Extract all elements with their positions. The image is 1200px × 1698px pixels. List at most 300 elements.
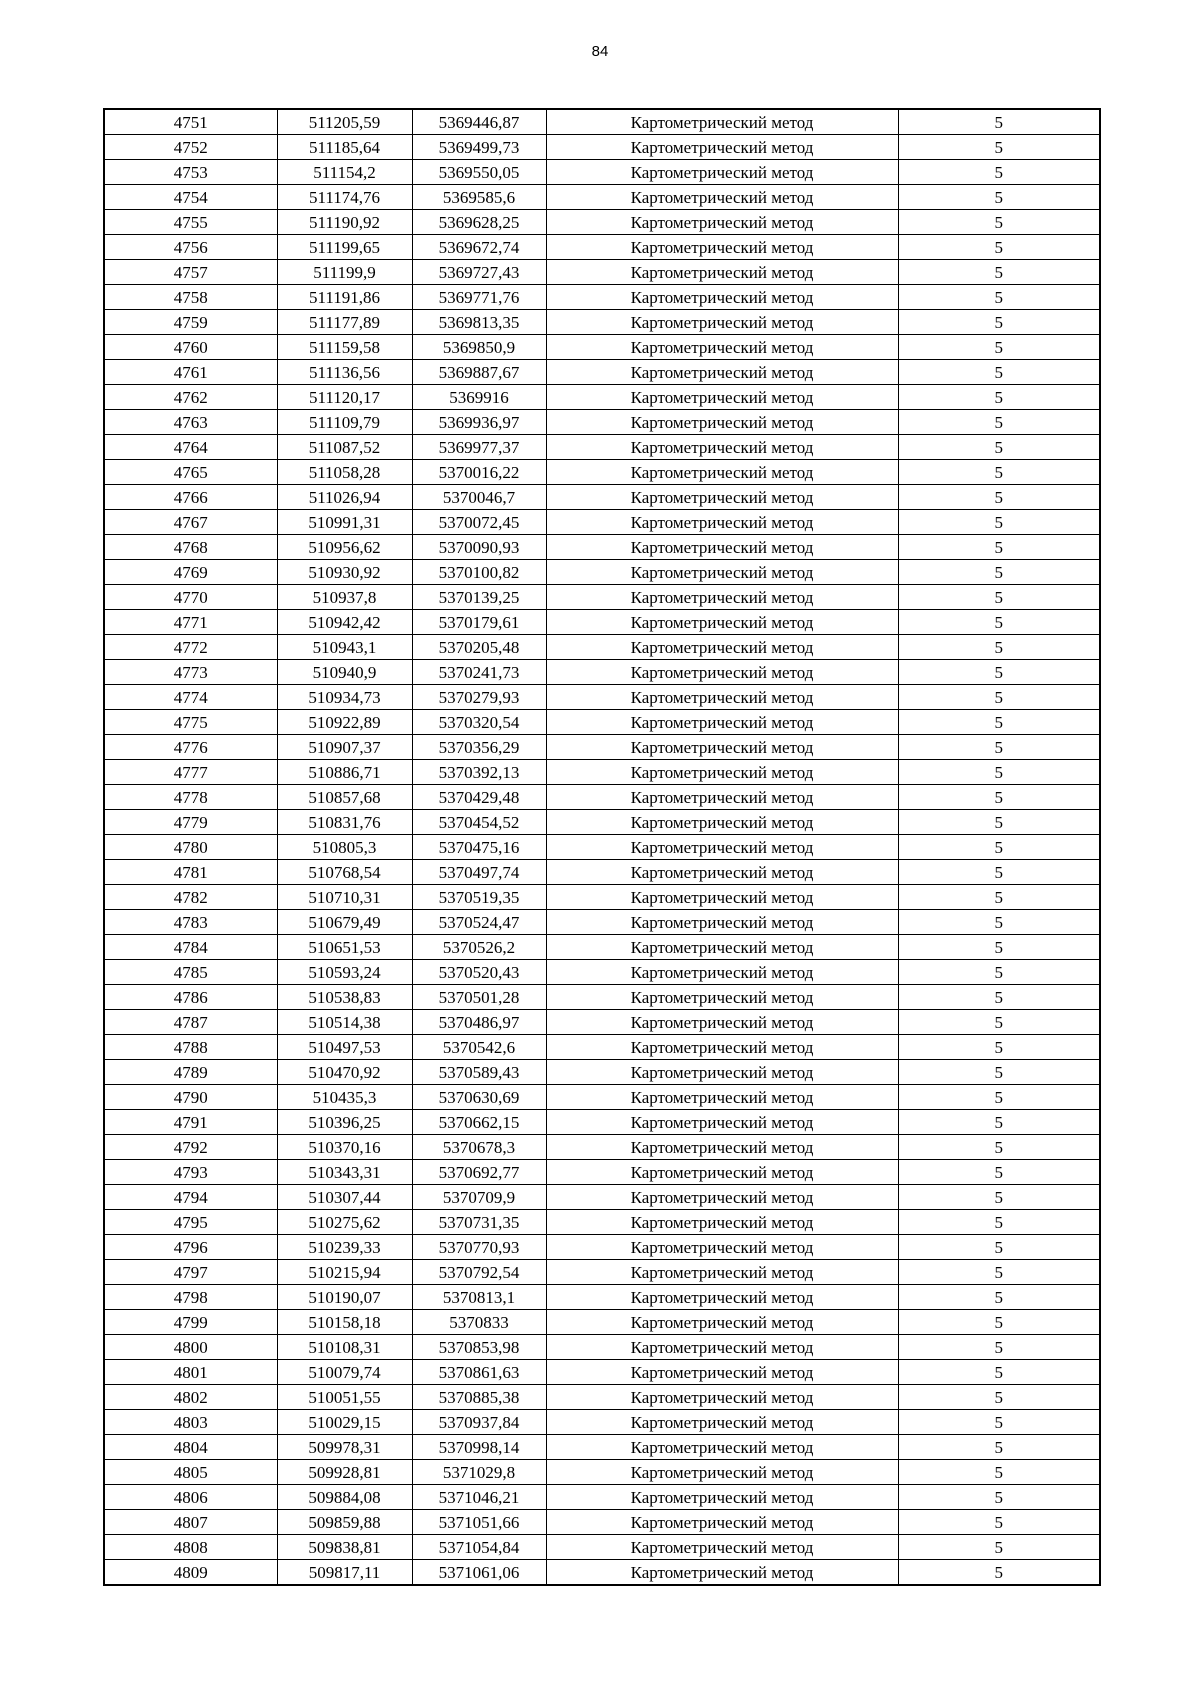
y-coordinate-cell: 5370392,13 [412, 760, 546, 785]
table-row [104, 785, 1100, 810]
y-coordinate-cell: 5369887,67 [412, 360, 546, 385]
table-row [104, 310, 1100, 335]
accuracy-cell: 5 [898, 735, 1100, 760]
accuracy-cell: 5 [898, 109, 1100, 135]
method-cell: Картометрический метод [546, 1460, 898, 1485]
point-number-cell: 4799 [104, 1310, 277, 1335]
y-coordinate-cell: 5370520,43 [412, 960, 546, 985]
method-cell: Картометрический метод [546, 385, 898, 410]
method-cell: Картометрический метод [546, 1410, 898, 1435]
accuracy-cell: 5 [898, 1285, 1100, 1310]
x-coordinate-cell: 510470,92 [277, 1060, 412, 1085]
y-coordinate-cell: 5370100,82 [412, 560, 546, 585]
x-coordinate-cell: 511205,59 [277, 109, 412, 135]
x-coordinate-cell: 511199,9 [277, 260, 412, 285]
accuracy-cell: 5 [898, 935, 1100, 960]
method-cell: Картометрический метод [546, 410, 898, 435]
y-coordinate-cell: 5370937,84 [412, 1410, 546, 1435]
y-coordinate-cell: 5370179,61 [412, 610, 546, 635]
point-number-cell: 4805 [104, 1460, 277, 1485]
point-number-cell: 4785 [104, 960, 277, 985]
x-coordinate-cell: 511154,2 [277, 160, 412, 185]
x-coordinate-cell: 511109,79 [277, 410, 412, 435]
method-cell: Картометрический метод [546, 660, 898, 685]
point-number-cell: 4801 [104, 1360, 277, 1385]
y-coordinate-cell: 5370524,47 [412, 910, 546, 935]
table-row [104, 1210, 1100, 1235]
method-cell: Картометрический метод [546, 1435, 898, 1460]
point-number-cell: 4775 [104, 710, 277, 735]
x-coordinate-cell: 510679,49 [277, 910, 412, 935]
table-row [104, 1185, 1100, 1210]
table-row [104, 1435, 1100, 1460]
x-coordinate-cell: 510940,9 [277, 660, 412, 685]
method-cell: Картометрический метод [546, 160, 898, 185]
x-coordinate-cell: 510497,53 [277, 1035, 412, 1060]
method-cell: Картометрический метод [546, 1485, 898, 1510]
point-number-cell: 4798 [104, 1285, 277, 1310]
x-coordinate-cell: 510805,3 [277, 835, 412, 860]
x-coordinate-cell: 510886,71 [277, 760, 412, 785]
point-number-cell: 4751 [104, 109, 277, 135]
x-coordinate-cell: 511120,17 [277, 385, 412, 410]
y-coordinate-cell: 5369727,43 [412, 260, 546, 285]
table-row [104, 460, 1100, 485]
method-cell: Картометрический метод [546, 335, 898, 360]
table-row [104, 935, 1100, 960]
y-coordinate-cell: 5369672,74 [412, 235, 546, 260]
method-cell: Картометрический метод [546, 1310, 898, 1335]
point-number-cell: 4760 [104, 335, 277, 360]
y-coordinate-cell: 5369499,73 [412, 135, 546, 160]
point-number-cell: 4777 [104, 760, 277, 785]
point-number-cell: 4761 [104, 360, 277, 385]
accuracy-cell: 5 [898, 485, 1100, 510]
y-coordinate-cell: 5370090,93 [412, 535, 546, 560]
method-cell: Картометрический метод [546, 1135, 898, 1160]
method-cell: Картометрический метод [546, 1210, 898, 1235]
method-cell: Картометрический метод [546, 785, 898, 810]
point-number-cell: 4768 [104, 535, 277, 560]
accuracy-cell: 5 [898, 335, 1100, 360]
point-number-cell: 4792 [104, 1135, 277, 1160]
y-coordinate-cell: 5370072,45 [412, 510, 546, 535]
method-cell: Картометрический метод [546, 810, 898, 835]
y-coordinate-cell: 5369585,6 [412, 185, 546, 210]
y-coordinate-cell: 5370589,43 [412, 1060, 546, 1085]
method-cell: Картометрический метод [546, 235, 898, 260]
y-coordinate-cell: 5369628,25 [412, 210, 546, 235]
method-cell: Картометрический метод [546, 1285, 898, 1310]
point-number-cell: 4786 [104, 985, 277, 1010]
y-coordinate-cell: 5370731,35 [412, 1210, 546, 1235]
method-cell: Картометрический метод [546, 1235, 898, 1260]
y-coordinate-cell: 5370833 [412, 1310, 546, 1335]
x-coordinate-cell: 510435,3 [277, 1085, 412, 1110]
x-coordinate-cell: 511177,89 [277, 310, 412, 335]
method-cell: Картометрический метод [546, 835, 898, 860]
method-cell: Картометрический метод [546, 585, 898, 610]
table-row [104, 185, 1100, 210]
x-coordinate-cell: 510158,18 [277, 1310, 412, 1335]
accuracy-cell: 5 [898, 1235, 1100, 1260]
y-coordinate-cell: 5371054,84 [412, 1535, 546, 1560]
x-coordinate-cell: 510593,24 [277, 960, 412, 985]
table-row [104, 1460, 1100, 1485]
x-coordinate-cell: 510079,74 [277, 1360, 412, 1385]
x-coordinate-cell: 511087,52 [277, 435, 412, 460]
x-coordinate-cell: 511199,65 [277, 235, 412, 260]
y-coordinate-cell: 5370279,93 [412, 685, 546, 710]
table-row [104, 210, 1100, 235]
table-row [104, 485, 1100, 510]
accuracy-cell: 5 [898, 360, 1100, 385]
table-row [104, 435, 1100, 460]
point-number-cell: 4776 [104, 735, 277, 760]
point-number-cell: 4758 [104, 285, 277, 310]
method-cell: Картометрический метод [546, 310, 898, 335]
point-number-cell: 4755 [104, 210, 277, 235]
table-row [104, 1260, 1100, 1285]
x-coordinate-cell: 511174,76 [277, 185, 412, 210]
x-coordinate-cell: 510930,92 [277, 560, 412, 585]
x-coordinate-cell: 510108,31 [277, 1335, 412, 1360]
table-row [104, 535, 1100, 560]
method-cell: Картометрический метод [546, 1085, 898, 1110]
point-number-cell: 4771 [104, 610, 277, 635]
point-number-cell: 4803 [104, 1410, 277, 1435]
point-number-cell: 4764 [104, 435, 277, 460]
table-row [104, 1060, 1100, 1085]
accuracy-cell: 5 [898, 635, 1100, 660]
accuracy-cell: 5 [898, 535, 1100, 560]
accuracy-cell: 5 [898, 1135, 1100, 1160]
method-cell: Картометрический метод [546, 285, 898, 310]
table-row [104, 560, 1100, 585]
method-cell: Картометрический метод [546, 460, 898, 485]
method-cell: Картометрический метод [546, 1360, 898, 1385]
accuracy-cell: 5 [898, 185, 1100, 210]
y-coordinate-cell: 5369771,76 [412, 285, 546, 310]
y-coordinate-cell: 5370630,69 [412, 1085, 546, 1110]
accuracy-cell: 5 [898, 835, 1100, 860]
x-coordinate-cell: 510942,42 [277, 610, 412, 635]
table-row [104, 1085, 1100, 1110]
method-cell: Картометрический метод [546, 1385, 898, 1410]
x-coordinate-cell: 509817,11 [277, 1560, 412, 1586]
x-coordinate-cell: 510907,37 [277, 735, 412, 760]
x-coordinate-cell: 511191,86 [277, 285, 412, 310]
table-row [104, 760, 1100, 785]
y-coordinate-cell: 5370454,52 [412, 810, 546, 835]
accuracy-cell: 5 [898, 310, 1100, 335]
point-number-cell: 4754 [104, 185, 277, 210]
point-number-cell: 4804 [104, 1435, 277, 1460]
accuracy-cell: 5 [898, 210, 1100, 235]
point-number-cell: 4789 [104, 1060, 277, 1085]
point-number-cell: 4807 [104, 1510, 277, 1535]
point-number-cell: 4774 [104, 685, 277, 710]
accuracy-cell: 5 [898, 1060, 1100, 1085]
point-number-cell: 4756 [104, 235, 277, 260]
y-coordinate-cell: 5370885,38 [412, 1385, 546, 1410]
x-coordinate-cell: 510307,44 [277, 1185, 412, 1210]
table-row [104, 1235, 1100, 1260]
page-number: 84 [591, 43, 609, 60]
accuracy-cell: 5 [898, 860, 1100, 885]
table-row [104, 835, 1100, 860]
point-number-cell: 4809 [104, 1560, 277, 1586]
method-cell: Картометрический метод [546, 1160, 898, 1185]
method-cell: Картометрический метод [546, 885, 898, 910]
y-coordinate-cell: 5370526,2 [412, 935, 546, 960]
table-row [104, 710, 1100, 735]
table-row [104, 610, 1100, 635]
point-number-cell: 4796 [104, 1235, 277, 1260]
point-number-cell: 4778 [104, 785, 277, 810]
x-coordinate-cell: 511185,64 [277, 135, 412, 160]
table-row [104, 1485, 1100, 1510]
table-row [104, 1285, 1100, 1310]
method-cell: Картометрический метод [546, 635, 898, 660]
point-number-cell: 4770 [104, 585, 277, 610]
x-coordinate-cell: 510514,38 [277, 1010, 412, 1035]
method-cell: Картометрический метод [546, 135, 898, 160]
point-number-cell: 4779 [104, 810, 277, 835]
y-coordinate-cell: 5370813,1 [412, 1285, 546, 1310]
accuracy-cell: 5 [898, 1510, 1100, 1535]
accuracy-cell: 5 [898, 1085, 1100, 1110]
x-coordinate-cell: 510239,33 [277, 1235, 412, 1260]
table-row [104, 1135, 1100, 1160]
point-number-cell: 4787 [104, 1010, 277, 1035]
point-number-cell: 4759 [104, 310, 277, 335]
table-row [104, 810, 1100, 835]
accuracy-cell: 5 [898, 1460, 1100, 1485]
x-coordinate-cell: 510538,83 [277, 985, 412, 1010]
accuracy-cell: 5 [898, 785, 1100, 810]
accuracy-cell: 5 [898, 560, 1100, 585]
accuracy-cell: 5 [898, 910, 1100, 935]
table-row [104, 1510, 1100, 1535]
table-row [104, 1360, 1100, 1385]
accuracy-cell: 5 [898, 810, 1100, 835]
accuracy-cell: 5 [898, 1160, 1100, 1185]
method-cell: Картометрический метод [546, 935, 898, 960]
y-coordinate-cell: 5370486,97 [412, 1010, 546, 1035]
accuracy-cell: 5 [898, 1560, 1100, 1586]
accuracy-cell: 5 [898, 760, 1100, 785]
table-row [104, 1385, 1100, 1410]
x-coordinate-cell: 510343,31 [277, 1160, 412, 1185]
y-coordinate-cell: 5369977,37 [412, 435, 546, 460]
table-row [104, 685, 1100, 710]
x-coordinate-cell: 510943,1 [277, 635, 412, 660]
y-coordinate-cell: 5369916 [412, 385, 546, 410]
table-row [104, 1035, 1100, 1060]
point-number-cell: 4793 [104, 1160, 277, 1185]
x-coordinate-cell: 511026,94 [277, 485, 412, 510]
accuracy-cell: 5 [898, 1385, 1100, 1410]
method-cell: Картометрический метод [546, 1560, 898, 1586]
accuracy-cell: 5 [898, 460, 1100, 485]
table-row [104, 1010, 1100, 1035]
point-number-cell: 4808 [104, 1535, 277, 1560]
point-number-cell: 4795 [104, 1210, 277, 1235]
y-coordinate-cell: 5371046,21 [412, 1485, 546, 1510]
table-row [104, 360, 1100, 385]
method-cell: Картометрический метод [546, 435, 898, 460]
coordinates-table [103, 108, 1101, 1586]
accuracy-cell: 5 [898, 1010, 1100, 1035]
table-row [104, 285, 1100, 310]
y-coordinate-cell: 5369446,87 [412, 109, 546, 135]
point-number-cell: 4802 [104, 1385, 277, 1410]
y-coordinate-cell: 5370241,73 [412, 660, 546, 685]
accuracy-cell: 5 [898, 1360, 1100, 1385]
accuracy-cell: 5 [898, 1110, 1100, 1135]
method-cell: Картометрический метод [546, 1260, 898, 1285]
accuracy-cell: 5 [898, 660, 1100, 685]
method-cell: Картометрический метод [546, 185, 898, 210]
method-cell: Картометрический метод [546, 260, 898, 285]
method-cell: Картометрический метод [546, 360, 898, 385]
accuracy-cell: 5 [898, 710, 1100, 735]
y-coordinate-cell: 5370861,63 [412, 1360, 546, 1385]
point-number-cell: 4806 [104, 1485, 277, 1510]
accuracy-cell: 5 [898, 510, 1100, 535]
point-number-cell: 4772 [104, 635, 277, 660]
accuracy-cell: 5 [898, 285, 1100, 310]
accuracy-cell: 5 [898, 1410, 1100, 1435]
x-coordinate-cell: 510934,73 [277, 685, 412, 710]
accuracy-cell: 5 [898, 410, 1100, 435]
table-row [104, 109, 1100, 135]
y-coordinate-cell: 5371061,06 [412, 1560, 546, 1586]
method-cell: Картометрический метод [546, 710, 898, 735]
table-row [104, 960, 1100, 985]
x-coordinate-cell: 510275,62 [277, 1210, 412, 1235]
accuracy-cell: 5 [898, 160, 1100, 185]
table-row [104, 410, 1100, 435]
point-number-cell: 4773 [104, 660, 277, 685]
table-row [104, 1335, 1100, 1360]
accuracy-cell: 5 [898, 960, 1100, 985]
x-coordinate-cell: 511058,28 [277, 460, 412, 485]
point-number-cell: 4762 [104, 385, 277, 410]
y-coordinate-cell: 5370792,54 [412, 1260, 546, 1285]
method-cell: Картометрический метод [546, 1110, 898, 1135]
point-number-cell: 4766 [104, 485, 277, 510]
x-coordinate-cell: 510051,55 [277, 1385, 412, 1410]
accuracy-cell: 5 [898, 135, 1100, 160]
point-number-cell: 4769 [104, 560, 277, 585]
table-row [104, 1160, 1100, 1185]
accuracy-cell: 5 [898, 260, 1100, 285]
accuracy-cell: 5 [898, 985, 1100, 1010]
point-number-cell: 4753 [104, 160, 277, 185]
x-coordinate-cell: 510768,54 [277, 860, 412, 885]
x-coordinate-cell: 509884,08 [277, 1485, 412, 1510]
table-row [104, 1535, 1100, 1560]
method-cell: Картометрический метод [546, 560, 898, 585]
y-coordinate-cell: 5370853,98 [412, 1335, 546, 1360]
y-coordinate-cell: 5370205,48 [412, 635, 546, 660]
y-coordinate-cell: 5370501,28 [412, 985, 546, 1010]
x-coordinate-cell: 509838,81 [277, 1535, 412, 1560]
table-row [104, 335, 1100, 360]
y-coordinate-cell: 5371051,66 [412, 1510, 546, 1535]
method-cell: Картометрический метод [546, 1335, 898, 1360]
point-number-cell: 4782 [104, 885, 277, 910]
accuracy-cell: 5 [898, 1210, 1100, 1235]
y-coordinate-cell: 5370475,16 [412, 835, 546, 860]
accuracy-cell: 5 [898, 885, 1100, 910]
y-coordinate-cell: 5370678,3 [412, 1135, 546, 1160]
method-cell: Картометрический метод [546, 1185, 898, 1210]
accuracy-cell: 5 [898, 1260, 1100, 1285]
x-coordinate-cell: 509978,31 [277, 1435, 412, 1460]
x-coordinate-cell: 511190,92 [277, 210, 412, 235]
table-row [104, 735, 1100, 760]
table-row [104, 385, 1100, 410]
x-coordinate-cell: 510710,31 [277, 885, 412, 910]
method-cell: Картометрический метод [546, 960, 898, 985]
y-coordinate-cell: 5369936,97 [412, 410, 546, 435]
x-coordinate-cell: 510956,62 [277, 535, 412, 560]
accuracy-cell: 5 [898, 685, 1100, 710]
point-number-cell: 4783 [104, 910, 277, 935]
accuracy-cell: 5 [898, 1185, 1100, 1210]
y-coordinate-cell: 5370429,48 [412, 785, 546, 810]
y-coordinate-cell: 5370356,29 [412, 735, 546, 760]
x-coordinate-cell: 510370,16 [277, 1135, 412, 1160]
y-coordinate-cell: 5369813,35 [412, 310, 546, 335]
table-row [104, 585, 1100, 610]
x-coordinate-cell: 510922,89 [277, 710, 412, 735]
accuracy-cell: 5 [898, 1335, 1100, 1360]
table-row [104, 635, 1100, 660]
y-coordinate-cell: 5370497,74 [412, 860, 546, 885]
table-row [104, 985, 1100, 1010]
accuracy-cell: 5 [898, 235, 1100, 260]
y-coordinate-cell: 5370542,6 [412, 1035, 546, 1060]
table-row [104, 1410, 1100, 1435]
y-coordinate-cell: 5370662,15 [412, 1110, 546, 1135]
y-coordinate-cell: 5370998,14 [412, 1435, 546, 1460]
table-row [104, 1310, 1100, 1335]
y-coordinate-cell: 5370692,77 [412, 1160, 546, 1185]
method-cell: Картометрический метод [546, 760, 898, 785]
x-coordinate-cell: 510831,76 [277, 810, 412, 835]
y-coordinate-cell: 5369850,9 [412, 335, 546, 360]
point-number-cell: 4765 [104, 460, 277, 485]
table-row [104, 910, 1100, 935]
point-number-cell: 4767 [104, 510, 277, 535]
method-cell: Картометрический метод [546, 735, 898, 760]
method-cell: Картометрический метод [546, 510, 898, 535]
y-coordinate-cell: 5370139,25 [412, 585, 546, 610]
point-number-cell: 4797 [104, 1260, 277, 1285]
table-row [104, 235, 1100, 260]
method-cell: Картометрический метод [546, 1535, 898, 1560]
x-coordinate-cell: 511136,56 [277, 360, 412, 385]
method-cell: Картометрический метод [546, 210, 898, 235]
table-row [104, 260, 1100, 285]
table-row [104, 135, 1100, 160]
x-coordinate-cell: 509859,88 [277, 1510, 412, 1535]
accuracy-cell: 5 [898, 1435, 1100, 1460]
